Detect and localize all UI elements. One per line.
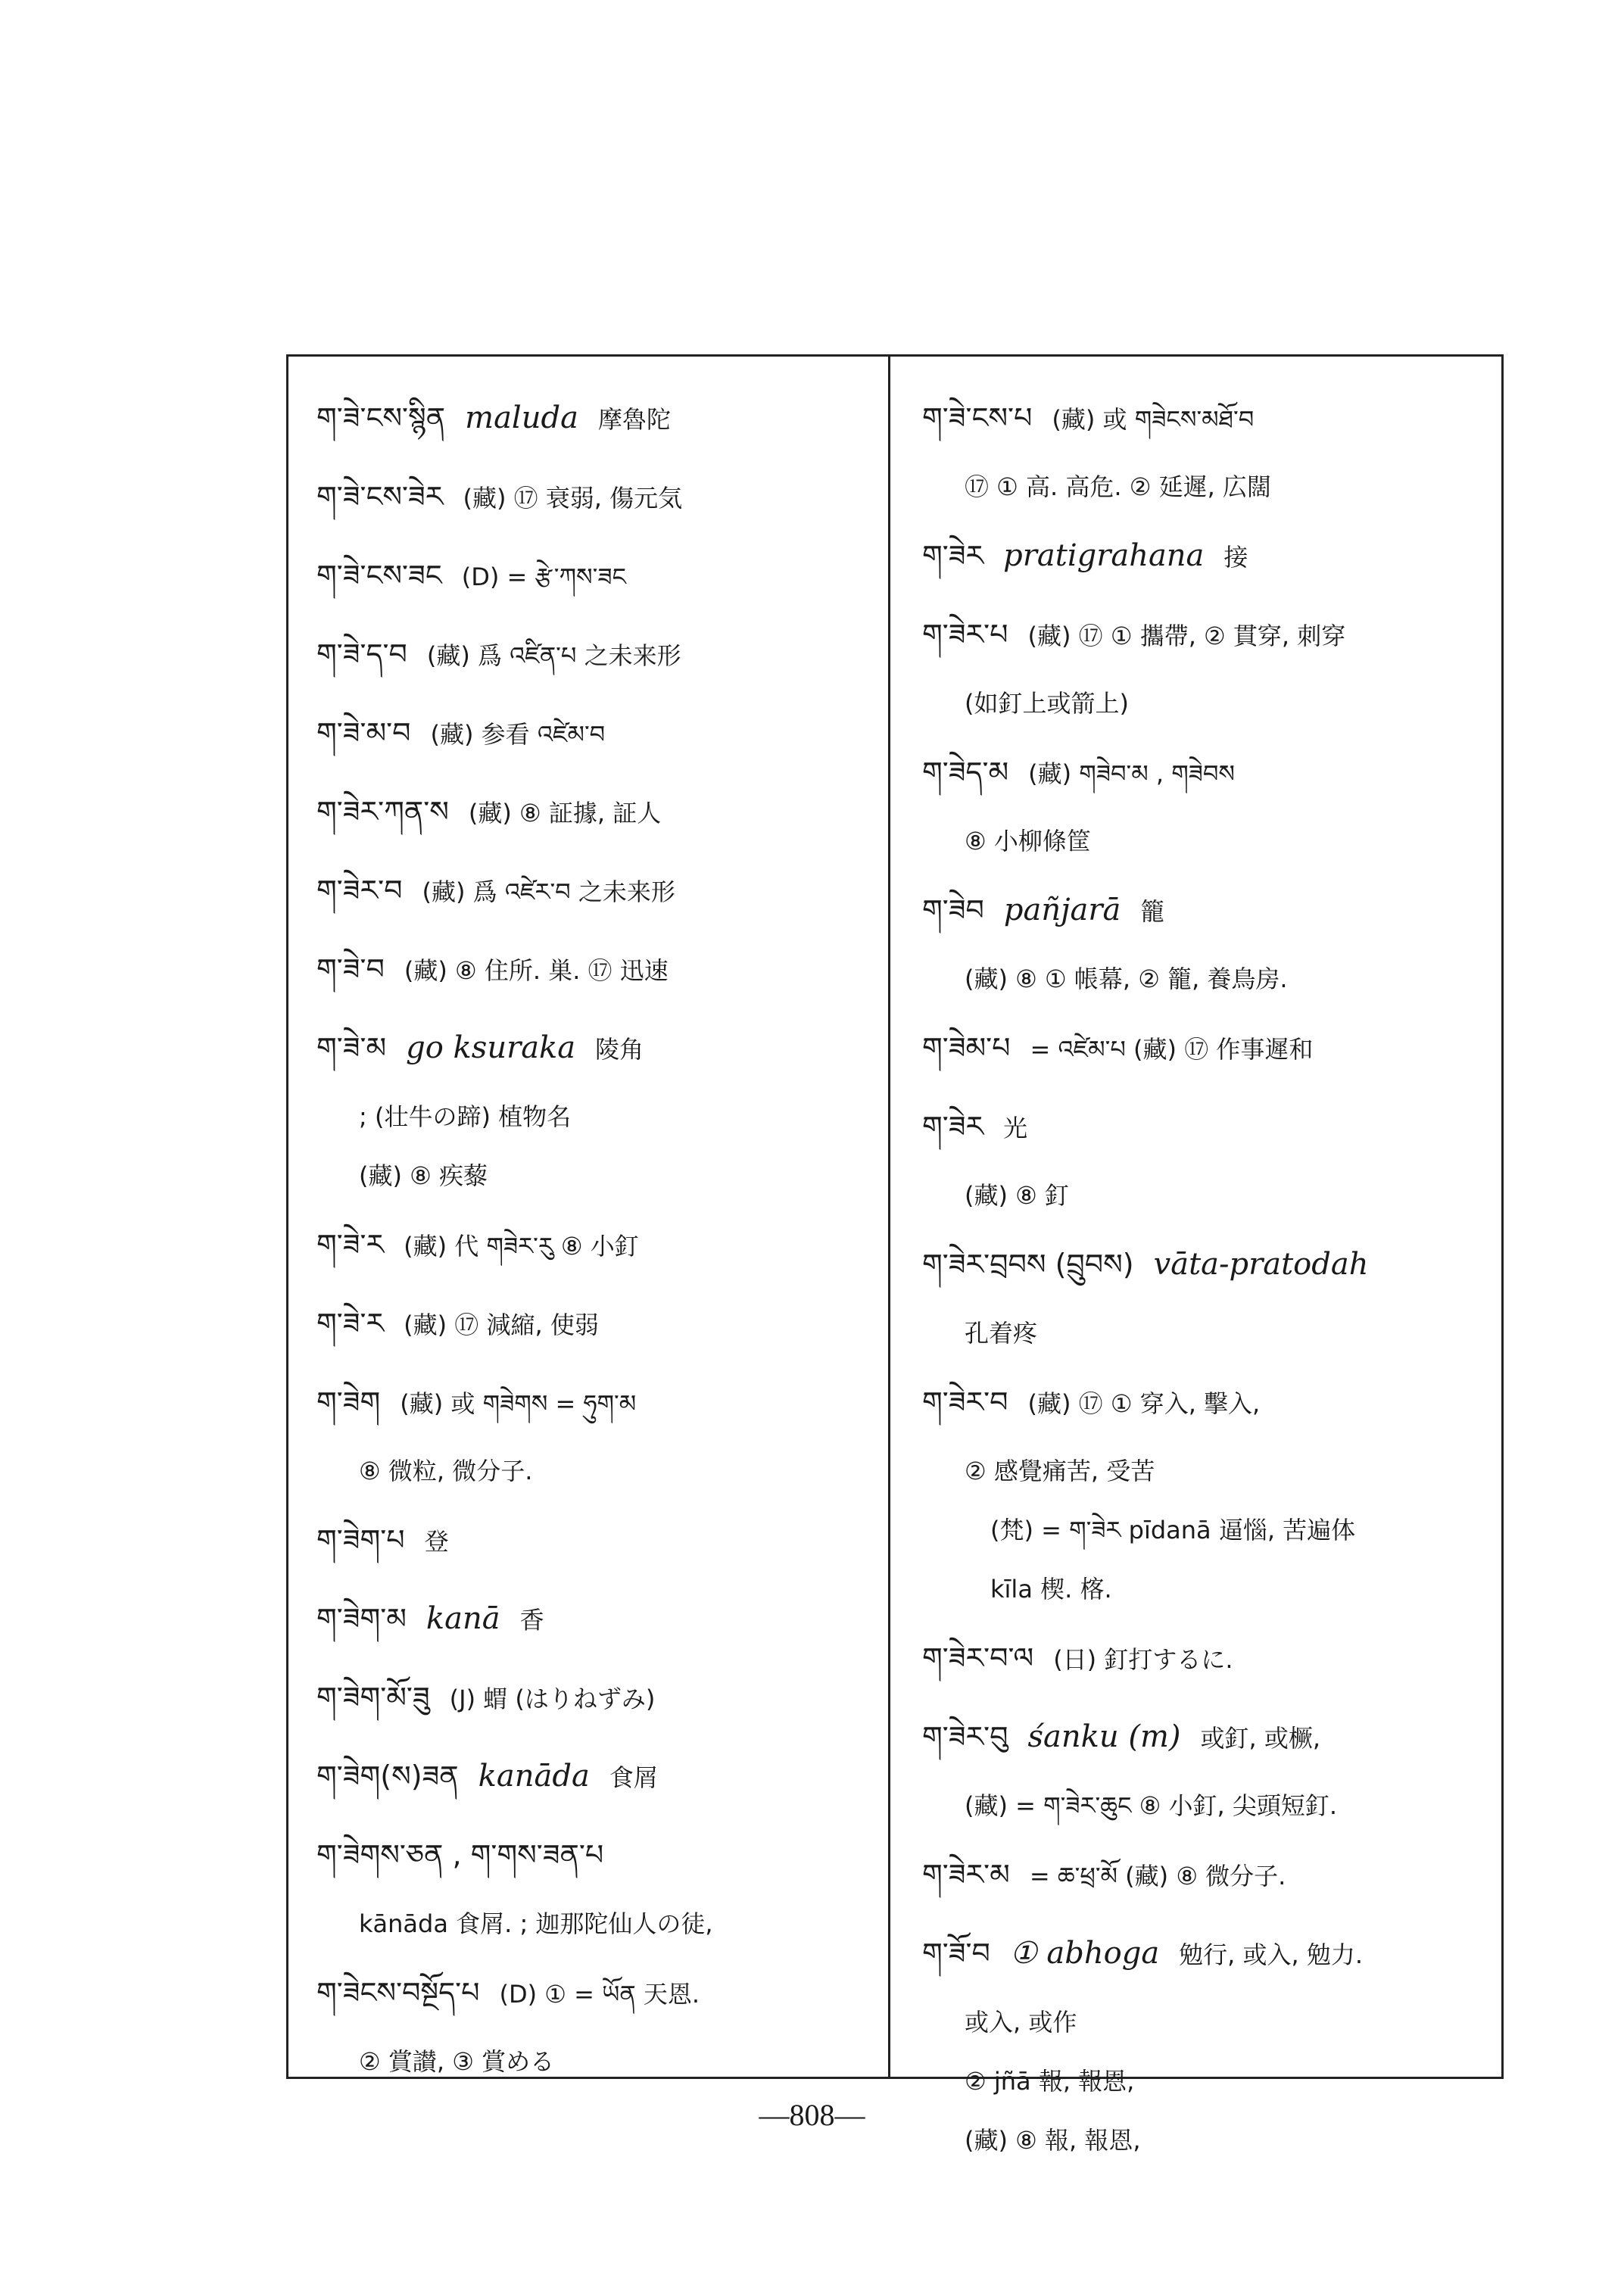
dictionary-entry	[922, 1619, 1496, 1697]
dictionary-entry	[316, 930, 877, 1008]
definition: 摩魯陀	[597, 405, 671, 434]
entry-continuation: ② 感覺痛苦, 受苦	[965, 1457, 1155, 1485]
sanskrit-romanization: maluda	[465, 401, 578, 435]
entry-continuation: ; (壮牛の蹄) 植物名	[359, 1102, 572, 1131]
dictionary-entry	[316, 1008, 877, 1205]
sanskrit-romanization: kanāda	[478, 1759, 590, 1794]
definition: (藏) གཟེབ་མ , གཟེབས	[1028, 759, 1236, 788]
tibetan-headword: ག་ཟེ་མ	[316, 1031, 387, 1064]
entry-main-line	[316, 930, 877, 1008]
tibetan-headword: ག་ཟེད་མ	[922, 756, 1009, 789]
sanskrit-romanization: go ksuraka	[406, 1030, 576, 1065]
dictionary-entry	[922, 733, 1496, 871]
sanskrit-romanization: kanā	[425, 1601, 500, 1636]
tibetan-headword: ག་ཟེར་བ	[922, 1385, 1008, 1419]
entry-continuation: ⑰ ① 高. 高危. ② 延遲, 広闊	[965, 472, 1271, 501]
tibetan-headword: ག་ཟེགས་ཅན , ག་གས་ཟན་པ	[316, 1838, 604, 1872]
definition: 香	[519, 1606, 544, 1635]
dictionary-entry	[316, 1579, 877, 1658]
tibetan-headword: ག་ཟེར	[922, 539, 984, 572]
entry-main-line	[316, 615, 877, 693]
entry-main-line	[922, 1087, 1496, 1166]
entry-main-line	[316, 1284, 877, 1363]
entry-main-line	[922, 1008, 1496, 1087]
sanskrit-romanization: ① abhoga	[1009, 1936, 1160, 1971]
definition: = འཛེམ་པ (藏) ⑰ 作事遲和	[1030, 1035, 1314, 1064]
dictionary-entry	[316, 851, 877, 930]
entry-main-line	[316, 1737, 877, 1816]
definition: (藏) 或 གཟེགས = ཧུག་མ	[400, 1389, 637, 1418]
entry-main-line	[316, 851, 877, 930]
right-column	[922, 379, 1496, 2170]
dictionary-entry	[922, 1008, 1496, 1087]
entry-main-line	[922, 1619, 1496, 1697]
dictionary-entry	[922, 1225, 1496, 1363]
entry-main-line	[316, 1658, 877, 1737]
entry-continuation: ⑧ 微粒, 微分子.	[359, 1457, 533, 1485]
definition: (藏) ⑰ ① 攜帶, ② 貫穿, 刺穿	[1027, 622, 1346, 650]
tibetan-headword: ག་ཟེར་མ	[922, 1858, 1010, 1891]
entry-main-line	[316, 1816, 877, 1894]
sanskrit-romanization: pratigrahana	[1003, 538, 1205, 573]
entry-main-line	[922, 379, 1496, 457]
definition: 籠	[1140, 897, 1165, 926]
entry-continuation: ② jñā 報, 報恩,	[965, 2067, 1135, 2096]
entry-continuation: ② 賞讃, ③ 賞める	[359, 2047, 555, 2076]
definition: (藏) 或 གཟེངས་མཐོ་བ	[1052, 405, 1255, 434]
definition: (藏) 参看 འཛེམ་བ	[430, 720, 606, 749]
definition: (藏) ⑰ 減縮, 使弱	[404, 1311, 599, 1339]
page-number: —808—	[759, 2098, 865, 2132]
dictionary-entry	[316, 1816, 877, 1953]
dictionary-entry	[922, 1363, 1496, 1619]
tibetan-headword: ག་ཟེར་བྲབས (བྲུབས)	[922, 1248, 1134, 1281]
tibetan-headword: ག་ཟེག་པ	[316, 1523, 405, 1557]
dictionary-entry	[316, 536, 877, 615]
entry-continuation: (藏) ⑧ 釘	[965, 1181, 1070, 1210]
tibetan-headword: ག་ཟེ་ངས་ཟེར	[316, 480, 444, 513]
definition: 勉行, 或入, 勉力.	[1179, 1940, 1364, 1969]
dictionary-entry	[316, 379, 877, 457]
entry-main-line	[316, 1953, 877, 2032]
definition: (藏) ⑰ ① 穿入, 擊入,	[1027, 1389, 1261, 1418]
dictionary-entry	[316, 772, 877, 851]
tibetan-headword: ག་ཟེར་བ	[316, 874, 403, 907]
tibetan-headword: ག་ཟེ་བ	[316, 952, 385, 986]
dictionary-entry	[316, 615, 877, 693]
entry-main-line	[316, 1363, 877, 1442]
entry-main-line	[316, 1008, 877, 1087]
entry-main-line	[922, 1697, 1496, 1776]
entry-continuation: 孔着疼	[965, 1319, 1038, 1348]
definition: (藏) ⑰ 衰弱, 傷元気	[463, 484, 683, 513]
left-column	[316, 379, 877, 2091]
tibetan-headword: ག་ཟེག	[316, 1385, 381, 1419]
entry-continuation: ⑧ 小柳條筐	[965, 827, 1091, 856]
sanskrit-romanization: pañjarā	[1003, 893, 1121, 927]
tibetan-headword: ག་ཟེངས་བསྔོད་པ	[316, 1976, 480, 2009]
tibetan-headword: ག་ཟོ་བ	[922, 1937, 990, 1970]
tibetan-headword: ག་ཟེབ	[922, 893, 984, 927]
sanskrit-romanization: vāta-pratodah	[1153, 1247, 1369, 1282]
entry-continuation: kīla 楔. 楁.	[990, 1575, 1112, 1604]
dictionary-entry	[316, 1737, 877, 1816]
dictionary-entry	[922, 1835, 1496, 1914]
sanskrit-romanization: śanku (m)	[1027, 1719, 1181, 1754]
entry-main-line	[316, 693, 877, 772]
entry-main-line	[922, 1225, 1496, 1304]
tibetan-headword: ག་ཟེག་མོ་ཟུ	[316, 1681, 430, 1714]
entry-continuation: (藏) ⑧ 報, 報恩,	[965, 2126, 1141, 2155]
column-divider	[888, 354, 890, 2079]
definition: (D) = རྩེ་ཀས་ཟང	[461, 563, 626, 591]
entry-continuation: (藏) = ག་ཟེར་ཆུང ⑧ 小釘, 尖頭短釘.	[965, 1791, 1337, 1820]
definition: (藏) ⑧ 住所. 巣. ⑰ 迅速	[404, 956, 669, 985]
tibetan-headword: ག་ཟེར་བ་ལ	[922, 1641, 1034, 1675]
dictionary-entry	[316, 1953, 877, 2091]
tibetan-headword: ག་ཟེག་མ	[316, 1602, 407, 1635]
tibetan-headword: ག་ཟེར་ཀན་ས	[316, 795, 449, 828]
entry-main-line	[922, 733, 1496, 812]
dictionary-entry	[316, 1501, 877, 1579]
entry-main-line	[316, 379, 877, 457]
dictionary-entry	[922, 1697, 1496, 1835]
tibetan-headword: ག་ཟེ་མ་བ	[316, 716, 411, 750]
dictionary-entry	[316, 1363, 877, 1501]
tibetan-headword: ག་ཟེ་ངས་ཟང	[316, 559, 442, 592]
definition: 陵角	[595, 1035, 644, 1064]
definition: 登	[424, 1527, 449, 1556]
entry-main-line	[922, 871, 1496, 949]
entry-continuation: kānāda 食屑. ; 迦那陀仙人の徒,	[359, 1909, 713, 1938]
entry-main-line	[922, 1914, 1496, 1993]
tibetan-headword: ག་ཟེ་ར	[316, 1228, 385, 1261]
entry-main-line	[922, 1363, 1496, 1442]
dictionary-entry	[316, 457, 877, 536]
dictionary-entry	[316, 1284, 877, 1363]
entry-main-line	[316, 1579, 877, 1658]
tibetan-headword: ག་ཟེར་བུ	[922, 1720, 1008, 1753]
dictionary-entry	[922, 379, 1496, 516]
tibetan-headword: ག་ཟེ་ངས་པ	[922, 401, 1033, 435]
tibetan-headword: ག་ཟེ་ད་བ	[316, 637, 407, 671]
entry-main-line	[316, 1501, 877, 1579]
entry-main-line	[922, 516, 1496, 595]
entry-main-line	[922, 1835, 1496, 1914]
entry-continuation: (藏) ⑧ 疾藜	[359, 1161, 488, 1190]
tibetan-headword: ག་ཟེ་ར	[316, 1307, 385, 1340]
dictionary-entry	[316, 1205, 877, 1284]
definition: = ཆ་ཕྲ་མོ (藏) ⑧ 微分子.	[1029, 1862, 1286, 1890]
dictionary-entry	[316, 1658, 877, 1737]
tibetan-headword: ག་ཟེར་པ	[922, 618, 1008, 651]
entry-continuation: 或入, 或作	[965, 2008, 1077, 2037]
definition: 光	[1003, 1114, 1028, 1142]
dictionary-entry	[316, 693, 877, 772]
definition: 食屑	[609, 1763, 658, 1792]
definition: (藏) 爲 འཛེར་བ 之未来形	[422, 877, 675, 906]
dictionary-entry	[922, 595, 1496, 733]
entry-continuation: (梵) = ག་ཟེར pīdanā 逼惱, 苦遍体	[990, 1516, 1356, 1544]
definition: 或釘, 或橛,	[1200, 1724, 1321, 1753]
entry-continuation: (藏) ⑧ ① 帳幕, ② 籠, 養鳥房.	[965, 965, 1288, 993]
tibetan-headword: ག་ཟེ་ངས་སྙིན	[316, 401, 446, 435]
definition: 接	[1223, 543, 1248, 572]
entry-main-line	[316, 772, 877, 851]
entry-main-line	[316, 536, 877, 615]
entry-main-line	[316, 1205, 877, 1284]
tibetan-headword: ག་ཟེར	[922, 1110, 984, 1143]
entry-main-line	[316, 457, 877, 536]
dictionary-entry	[922, 516, 1496, 595]
definition: (J) 蝟 (はりねずみ)	[449, 1685, 656, 1713]
definition: (藏) ⑧ 証據, 証人	[468, 799, 662, 828]
entry-continuation: (如釘上或箭上)	[965, 689, 1129, 718]
definition: (日) 釘打するに.	[1053, 1645, 1233, 1674]
dictionary-entry	[922, 1087, 1496, 1225]
definition: (藏) 爲 འཛིན་པ 之未来形	[426, 641, 681, 670]
tibetan-headword: ག་ཟེག(ས)ཟན	[316, 1759, 459, 1793]
entry-main-line	[922, 595, 1496, 674]
definition: (D) ① = ཡོན 天恩.	[499, 1980, 700, 2009]
definition: (藏) 代 གཟེར་རུ ⑧ 小釘	[404, 1232, 639, 1261]
dictionary-entry	[922, 871, 1496, 1008]
tibetan-headword: ག་ཟེམ་པ	[922, 1031, 1011, 1064]
